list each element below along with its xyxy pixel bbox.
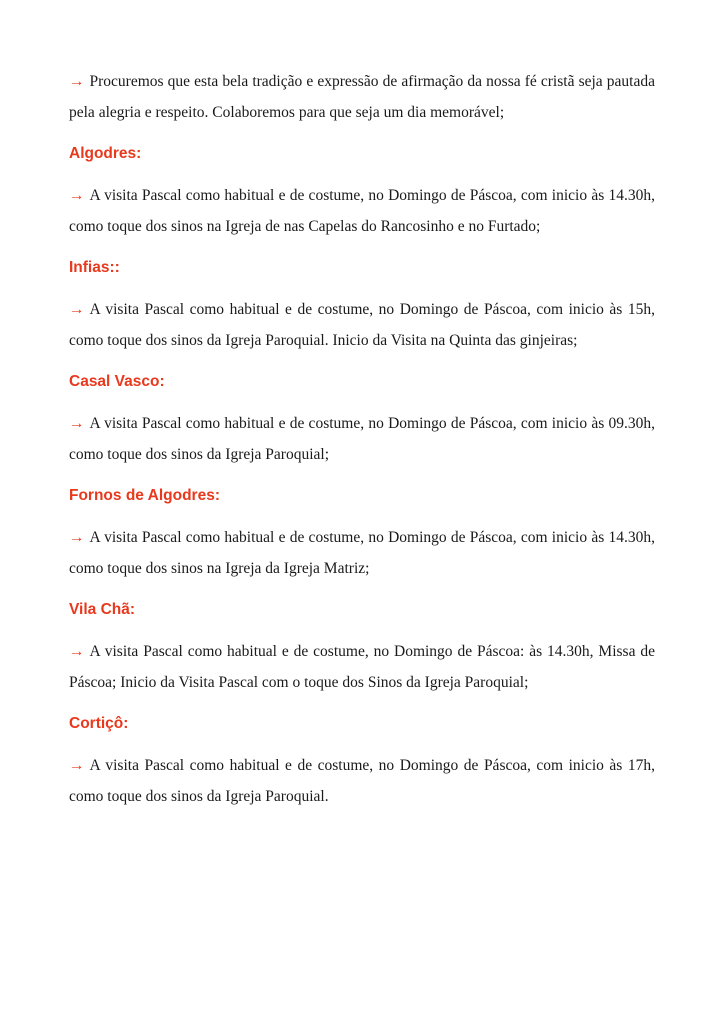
section-paragraph — [69, 750, 655, 812]
section-paragraph — [69, 636, 655, 698]
section-heading: Algodres: — [69, 145, 142, 162]
intro-text: Procuremos que esta bela tradição e expressão de afirmação da nossa fé cristã seja pautada pela alegria e respeito. Colaboremos para que seja um dia memorável; — [69, 73, 655, 121]
arrow-icon: → — [69, 757, 85, 774]
arrow-icon: → — [69, 187, 85, 204]
section-heading: Fornos de Algodres: — [69, 487, 220, 504]
arrow-icon: → — [69, 301, 85, 318]
section-text: A visita Pascal como habitual e de costume, no Domingo de Páscoa, com inicio às 14.30h, como toque dos sinos na Igreja da Igreja Matriz; — [69, 529, 655, 577]
section-vila-cha — [69, 594, 655, 708]
section-heading: Casal Vasco: — [69, 373, 165, 390]
section-paragraph — [69, 294, 655, 356]
section-text: A visita Pascal como habitual e de costume, no Domingo de Páscoa, com inicio às 14.30h, como toque dos sinos na Igreja de nas Capelas do Rancosinho e no Furtado; — [69, 187, 655, 235]
section-heading: Cortiçô: — [69, 715, 129, 732]
document-page — [69, 66, 655, 812]
section-fornos-de-algodres — [69, 480, 655, 594]
section-text: A visita Pascal como habitual e de costume, no Domingo de Páscoa: às 14.30h, Missa de Páscoa; Inicio da Visita Pascal com o toque dos Sinos da Igreja Paroquial; — [69, 643, 655, 691]
section-heading: Vila Chã: — [69, 601, 136, 618]
section-paragraph — [69, 408, 655, 470]
section-paragraph — [69, 522, 655, 584]
intro-paragraph — [69, 66, 655, 128]
section-text: A visita Pascal como habitual e de costume, no Domingo de Páscoa, com inicio às 17h, como toque dos sinos da Igreja Paroquial. — [69, 757, 655, 805]
section-text: A visita Pascal como habitual e de costume, no Domingo de Páscoa, com inicio às 15h, como toque dos sinos da Igreja Paroquial. Inicio da Visita na Quinta das ginjeiras; — [69, 301, 655, 349]
section-paragraph — [69, 180, 655, 242]
section-infias — [69, 252, 655, 366]
section-algodres — [69, 138, 655, 252]
section-casal-vasco — [69, 366, 655, 480]
arrow-icon: → — [69, 643, 85, 660]
section-text: A visita Pascal como habitual e de costume, no Domingo de Páscoa, com inicio às 09.30h, como toque dos sinos da Igreja Paroquial; — [69, 415, 655, 463]
arrow-icon: → — [69, 529, 85, 546]
section-cortico — [69, 708, 655, 812]
section-heading: Infias:: — [69, 259, 120, 276]
arrow-icon: → — [69, 415, 85, 432]
arrow-icon: → — [69, 73, 85, 90]
